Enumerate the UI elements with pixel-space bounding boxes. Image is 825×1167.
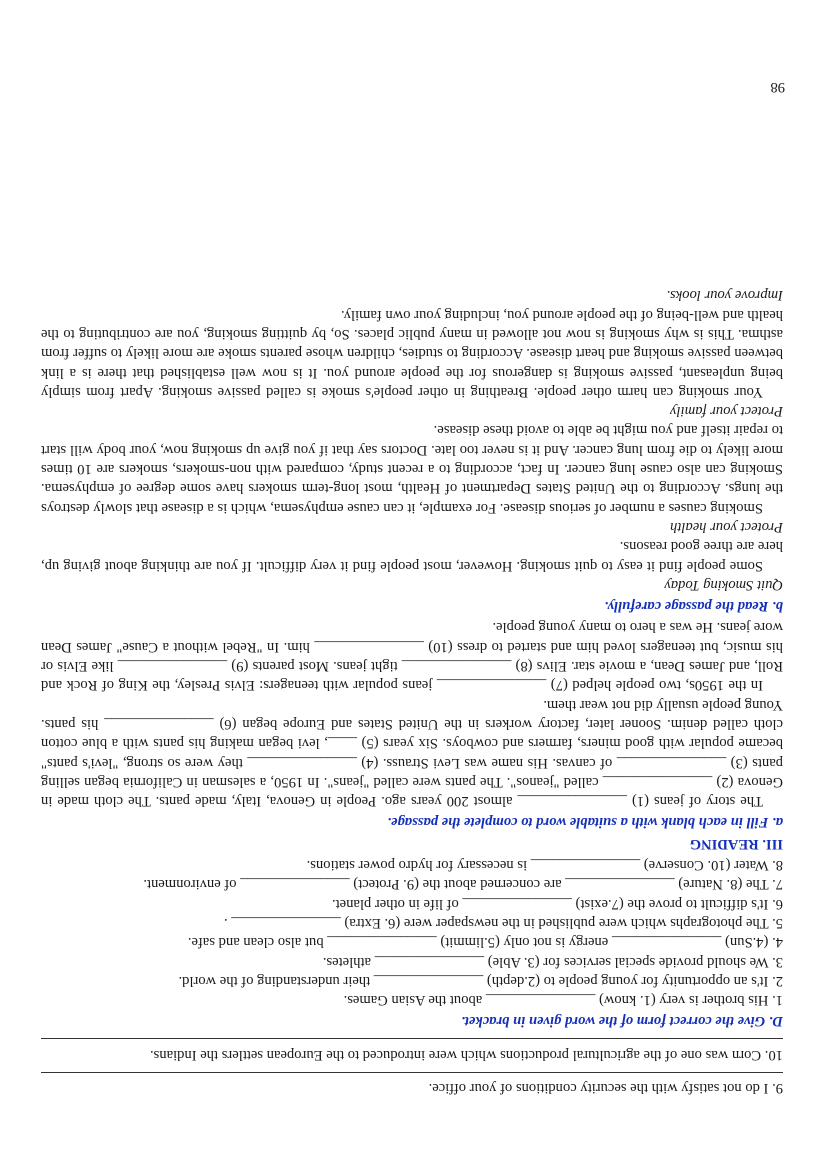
subheading-looks: Improve your looks. xyxy=(666,287,783,304)
passage-title: Quit Smoking Today xyxy=(664,576,783,593)
reading-title: III. READING xyxy=(689,835,783,852)
family-paragraph: Your smoking can harm other people. Breathing in other people's smoke is called passive smoking. Apart from simply being unpleasant, passive smoking is dangerous for the people around you. It is now well established that there is a link between passive smoking and heart disease. According to studies, children whose parents smoke are more likely to suffer from asthma. This is why smoking is now not allowed in many public places. So, by quitting smoking, you are contributing to the health and well-being of the people around you, including your own family. xyxy=(41,306,783,400)
subheading-health: Protect your health xyxy=(670,518,783,535)
passage-intro: Some people find it easy to quit smoking. However, most people find it very difficult. If you are thinking about giving up, here are three good reasons. xyxy=(41,538,783,574)
jeans-paragraph-1: The story of jeans (1) _______________ almost 200 years ago. People in Genova, Italy, made pants. The cloth made in Genova (2) _______________ called "jeanos". The pants were called "jeans". In 1950, a salesman in California began selling pants (3) _______________ of canvas. His name was Levi Strauss. (4) _______________ they were so strong, "levi's pants" became popular with good miners, farmers and cowboys. Six years (5) ____, levi began making his pants with a blue cotton cloth called denim. Sooner later, factory workers in the United States and Europe began (6) _______________ his pants. Young people usually did not wear them. xyxy=(41,696,783,810)
word-form-item: 6. It's difficult to prove the (7.exist) _______________ of life in other planet. xyxy=(331,895,783,912)
word-form-heading: D. Give the correct form of the word given in bracket. xyxy=(461,1013,783,1030)
sentence-9: 9. I do not satisfy with the security conditions of your office. xyxy=(428,1080,783,1096)
word-form-item: 3. We should provide special services for (3. Able) _______________ athletes. xyxy=(322,953,783,970)
word-form-item: 1. His brother is very (1. know) _______________ about the Asian Games. xyxy=(343,992,783,1009)
part-b-heading: b. Read the passage carefully. xyxy=(604,598,783,615)
page-content xyxy=(41,285,783,1097)
word-form-item: 7. The (8. Nature) _______________ are concerned about the (9. Protect) _______________ of environment. xyxy=(143,876,783,893)
word-form-item: 8. Water (10. Conserve) _______________ is necessary for hydro power stations. xyxy=(306,857,783,874)
sentence-10: 10. Corn was one of the agricultural productions which were introduced to the European settlers the Indians. xyxy=(149,1046,783,1063)
answer-line xyxy=(41,1072,783,1074)
answer-line xyxy=(41,1038,783,1040)
jeans-paragraph-2: In the 1950s, two people helped (7) _______________ jeans popular with teenagers: Elvis Presley, the King of Rock and Roll, and James Dean, a movie star. Elivs (8) _______________ tight jeans. Most parents (9) _______________ like Elvis or his music, but teenagers loved him and started to dress (10) _______________ him. In "Rebel without a Cause" James Dean wore jeans. He was a hero to many young people. xyxy=(41,619,783,694)
word-form-item: 4. (4.Sun) _______________ energy is not only (5.limmit) _______________ but also clean and safe. xyxy=(187,934,783,951)
page-number: 98 xyxy=(770,79,785,95)
part-a-heading: a. Fill in each blank with a suitable word to complete the passage. xyxy=(387,814,783,831)
word-form-item: 2. It's an opportunity for young people to (2.depth) _______________ their understanding of the world. xyxy=(178,972,783,989)
subheading-family: Protect your family xyxy=(670,403,783,420)
word-form-item: 5. The photographs which were published in the newspaper were (6. Extra) _______________ . xyxy=(223,914,783,931)
health-paragraph: Smoking causes a number of serious disease. For example, it can cause emphysema, which is a disease that slowly destroys the lungs. According to the United States Department of Health, most long-term smokers have some degree of emphysema. Smoking can also cause lung cancer. In fact, according to a recent study, compared with non-smokers, smokers are 10 times more likely to die from lung cancer. And it is never too late. Doctors say that if you give up smoking now, your body will start to repair itself and you might be able to avoid these disease. xyxy=(41,422,783,516)
